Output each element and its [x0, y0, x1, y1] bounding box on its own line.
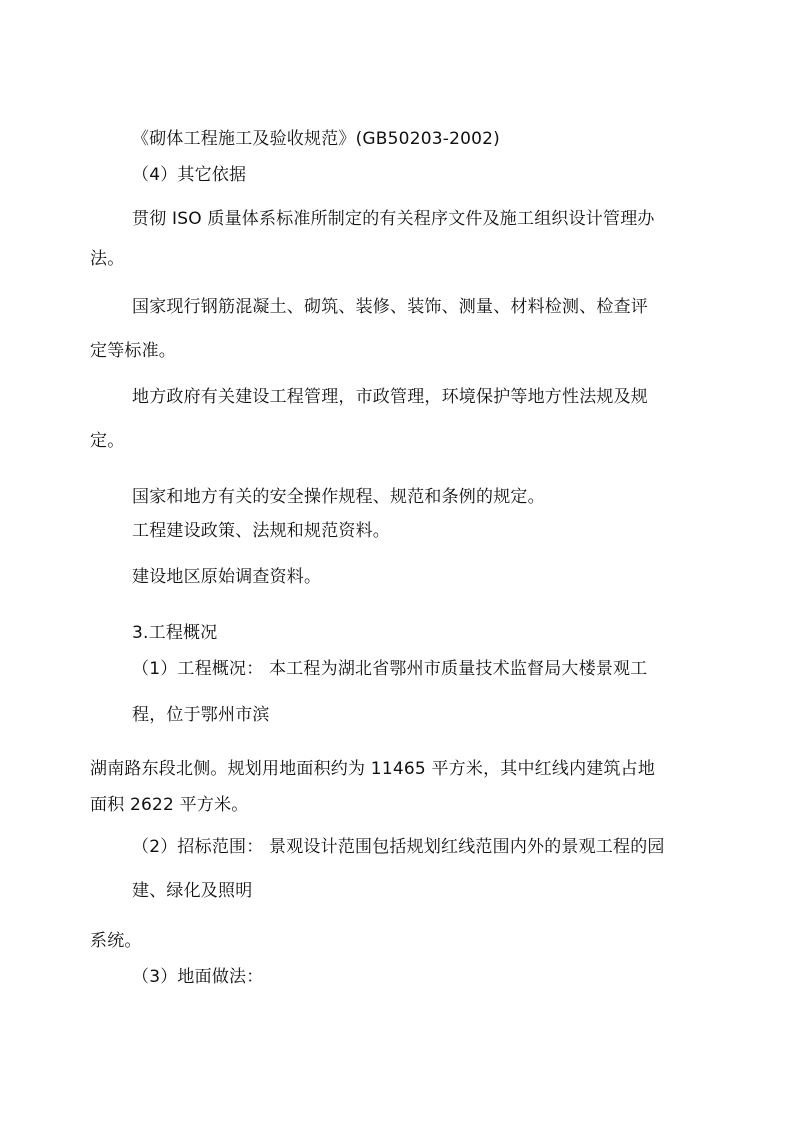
text-line-overview-1: （1）工程概况： 本工程为湖北省鄂州市质量技术监督局大楼景观工: [132, 659, 648, 679]
text-line-overview-2: 程，位于鄂州市滨: [132, 705, 270, 725]
text-line-overview-3: 湖南路东段北侧。规划用地面积约为 11465 平方米，其中红线内建筑占地: [90, 759, 656, 779]
text-line-safety-rules: 国家和地方有关的安全操作规程、规范和条例的规定。: [132, 487, 545, 507]
text-line-spec-title: 《砌体工程施工及验收规范》(GB50203-2002): [132, 129, 500, 149]
text-line-other-basis-heading: （4）其它依据: [132, 165, 247, 185]
text-line-national-standards: 国家现行钢筋混凝土、砌筑、装修、装饰、测量、材料检测、检查评: [132, 297, 648, 317]
text-line-bidding-scope-1: （2）招标范围： 景观设计范围包括规划红线范围内外的景观工程的园: [132, 837, 665, 857]
text-line-ground-method: （3）地面做法：: [132, 967, 264, 987]
text-line-local-regulations: 地方政府有关建设工程管理，市政管理，环境保护等地方性法规及规: [132, 387, 648, 407]
text-line-iso: 贯彻 ISO 质量体系标准所制定的有关程序文件及施工组织设计管理办: [132, 209, 655, 229]
text-line-bidding-scope-3: 系统。: [90, 931, 142, 951]
text-line-bidding-scope-2: 建、绿化及照明: [132, 881, 253, 901]
section-heading-project-overview: 3.工程概况: [132, 623, 218, 643]
text-line-policy-materials: 工程建设政策、法规和规范资料。: [132, 521, 390, 541]
text-line-iso-cont: 法。: [90, 249, 125, 269]
text-line-overview-4: 面积 2622 平方米。: [90, 795, 249, 815]
text-line-survey-materials: 建设地区原始调查资料。: [132, 567, 322, 587]
text-line-national-standards-cont: 定等标准。: [90, 341, 176, 361]
text-line-local-regulations-cont: 定。: [90, 431, 125, 451]
